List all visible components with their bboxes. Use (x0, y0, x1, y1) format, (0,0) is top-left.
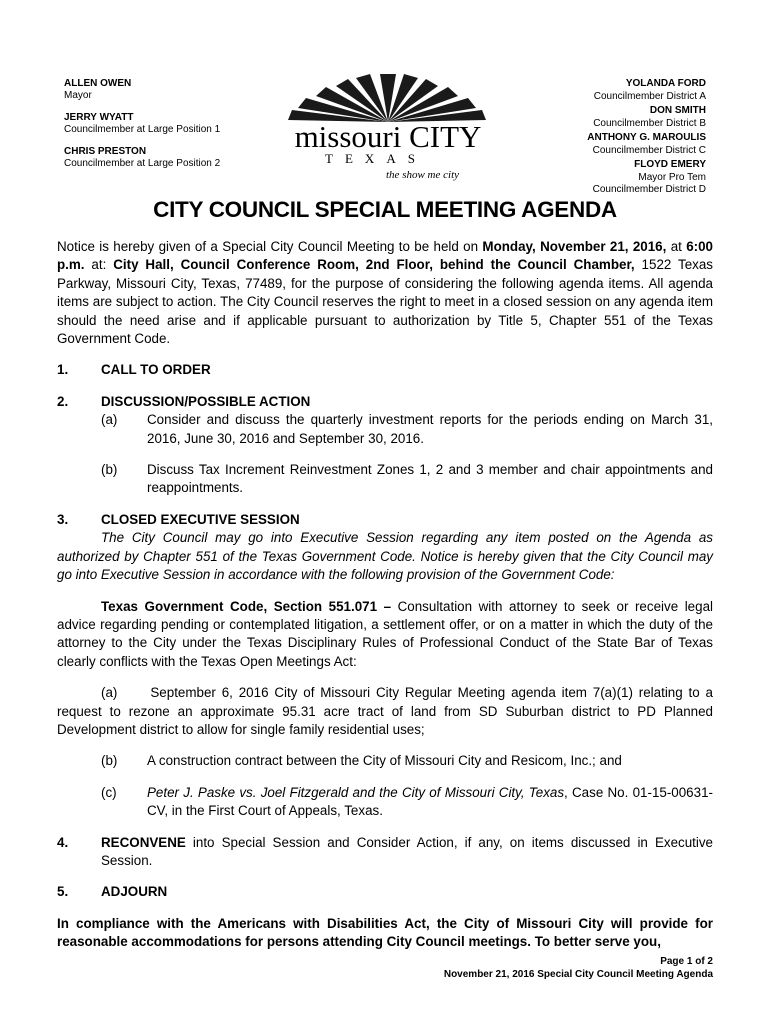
left-officials-list (64, 78, 220, 180)
item-number: 1. (57, 362, 69, 378)
official-title: Councilmember District C (592, 144, 706, 156)
code-text: Consultation with attorney to seek or receive legal advice regarding pending or contemplated litigation, a settlement offer, or on a matter in which the duty of the attorney to the City under the Texas Disciplinary Rules of Professional Conduct of the State Bar of Texas clearly conflicts with the Texas Open Meetings Act: (57, 598, 713, 669)
item-2a (101, 411, 713, 448)
page-number: Page 1 of 2 (660, 956, 713, 967)
right-officials-list (587, 78, 706, 199)
official-name: JERRY WYATT (64, 112, 134, 123)
logo-state: TEXAS (325, 151, 427, 166)
agenda-item-2 (57, 393, 713, 498)
page-footer (444, 955, 713, 981)
sub-text: September 6, 2016 City of Missouri City Regular Meeting agenda item 7(a)(1) relating to a request to rezone an approximate 95.31 acre tract of land from SD Suburban district to PD Planned Development district to allow for single family residential uses; (57, 685, 713, 737)
official-title: Councilmember District A (593, 90, 706, 102)
item-3a (57, 684, 713, 739)
sub-label: (c) (101, 784, 117, 800)
item-2b (101, 461, 713, 498)
official-district-a (587, 78, 706, 103)
notice-text: at (666, 239, 687, 254)
case-name: Peter J. Paske vs. Joel Fitzgerald and the City of Missouri City, Texas (147, 784, 565, 800)
sub-label: (b) (101, 753, 118, 769)
missouri-city-logo (286, 72, 490, 190)
sub-text: Consider and discuss the quarterly investment reports for the periods ending on March 31, 2016, June 30, 2016 and September 30, 2016. (147, 412, 713, 446)
item-description: into Special Session and Consider Action, if any, on items discussed in Executive Session. (101, 834, 713, 868)
case-details: , Case No. 01-15-00631-CV, in the First Court of Appeals, Texas. (147, 784, 713, 819)
official-mayor (64, 78, 220, 102)
ada-notice: In compliance with the Americans with Disabilities Act, the City of Missouri City will provide for reasonable accommodations for persons attending City Council meetings. To better serve you, (57, 915, 713, 950)
logo-wordmark: missouri CITY (294, 119, 482, 154)
official-name: YOLANDA FORD (625, 78, 706, 89)
item-number: 2. (57, 393, 69, 409)
official-title: Mayor (64, 90, 92, 101)
item-number: 4. (57, 834, 69, 850)
official-district-d (587, 159, 706, 197)
item-title: CALL TO ORDER (101, 362, 211, 378)
official-district-b (587, 105, 706, 130)
official-title: Councilmember at Large Position 2 (64, 158, 221, 169)
official-title: Councilmember District B (593, 117, 706, 129)
official-name: ALLEN OWEN (64, 78, 132, 89)
official-at-large-2 (64, 146, 220, 170)
official-district-c (587, 132, 706, 157)
notice-text: at: (84, 257, 114, 273)
executive-session-intro: The City Council may go into Executive Session regarding any item posted on the Agenda as authorized by Chapter 551 of the Texas Government Code. Notice is hereby given that the City Council may go into Executive Session in accordance with the following provision of the Government Code: (57, 530, 713, 583)
official-name: DON SMITH (649, 105, 706, 116)
item-title: CLOSED EXECUTIVE SESSION (101, 511, 300, 527)
government-code-paragraph (57, 598, 713, 672)
official-title-secondary: Councilmember District D (592, 184, 706, 195)
agenda-item-4 (57, 834, 713, 871)
agenda-body (57, 238, 713, 952)
item-3c (101, 784, 713, 821)
meeting-location: City Hall, Council Conference Room, 2nd Floor, behind the Council Chamber, (113, 257, 635, 273)
document-footer-title: November 21, 2016 Special City Council Meeting Agenda (443, 969, 713, 980)
item-title: ADJOURN (101, 884, 168, 900)
meeting-date: Monday, November 21, 2016, (482, 239, 667, 254)
agenda-item-3 (57, 511, 713, 821)
item-3b (101, 752, 713, 770)
agenda-item-5 (57, 883, 713, 901)
item-number: 3. (57, 511, 69, 527)
sub-label: (a) (101, 412, 118, 428)
official-at-large-1 (64, 112, 220, 136)
code-section: Texas Government Code, Section 551.071 – (101, 598, 392, 614)
logo-tagline: the show me city (386, 169, 460, 181)
item-title: DISCUSSION/POSSIBLE ACTION (101, 393, 311, 409)
item-text (101, 834, 713, 871)
official-title: Councilmember at Large Position 1 (64, 124, 221, 135)
official-name: FLOYD EMERY (634, 159, 706, 170)
notice-text: 1522 Texas Parkway, Missouri City, Texas, 77489, for the purpose of considering the following agenda items. All agenda items are subject to action. The City Council reserves the right to meet in a closed session on any agenda item should the need arise and if applicable pursuant to authorization by Title 5, Chapter 551 of the Texas Government Code. (57, 257, 713, 347)
official-name: ANTHONY G. MAROULIS (587, 132, 706, 143)
agenda-item-1 (57, 361, 713, 379)
notice-paragraph (57, 238, 713, 348)
sub-text (147, 784, 713, 821)
notice-text: Notice is hereby given of a Special City Council Meeting to be held on (57, 239, 483, 254)
sub-label: (a) (101, 685, 118, 701)
sub-text: Discuss Tax Increment Reinvestment Zones 1, 2 and 3 member and chair appointments and reappointments. (147, 462, 713, 496)
sub-text: A construction contract between the City of Missouri City and Resicom, Inc.; and (147, 753, 622, 769)
official-title: Mayor Pro Tem (638, 171, 706, 183)
official-name: CHRIS PRESTON (64, 146, 147, 157)
sub-label: (b) (101, 462, 118, 478)
meeting-time: 6:00 p.m. (57, 239, 714, 273)
item-title: RECONVENE (101, 834, 186, 850)
item-number: 5. (57, 884, 69, 900)
page-title: CITY COUNCIL SPECIAL MEETING AGENDA (153, 197, 617, 222)
